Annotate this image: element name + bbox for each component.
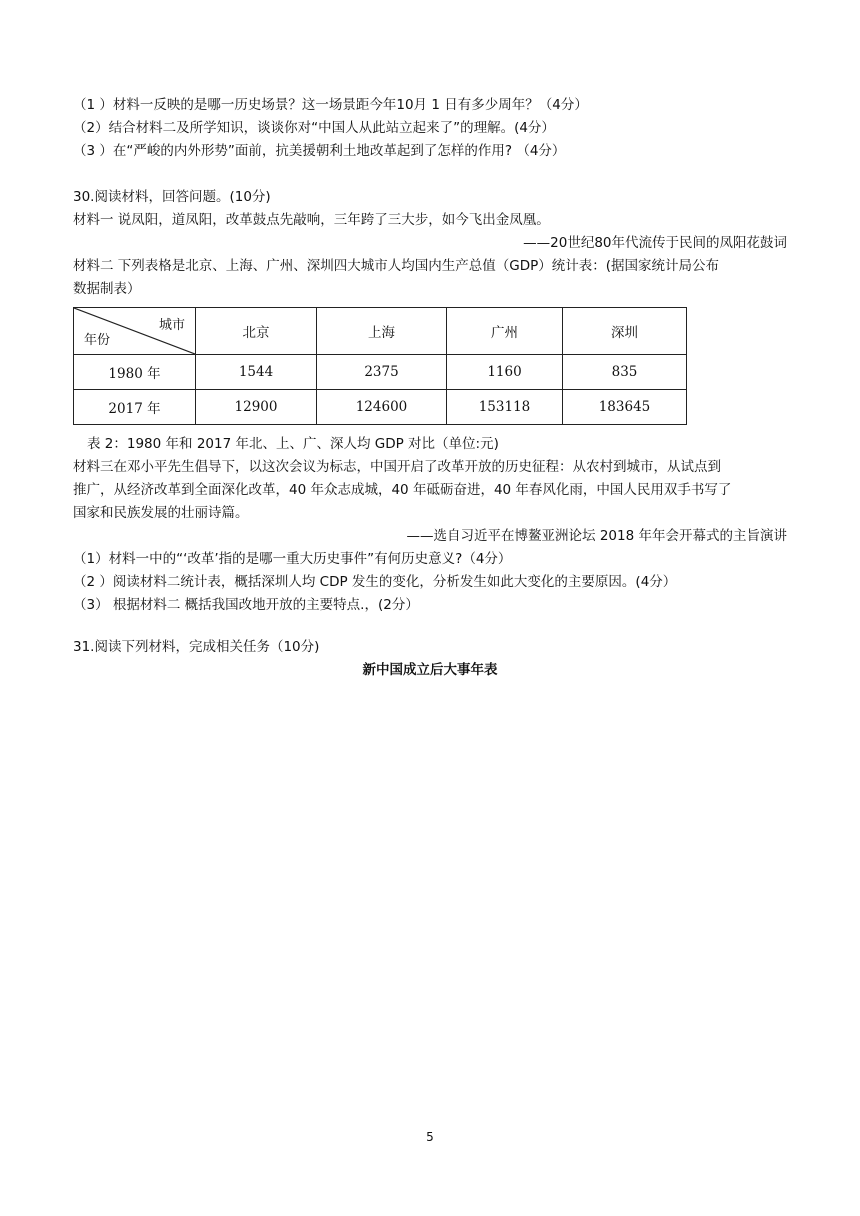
table-cell: 1544 (196, 355, 317, 390)
table-caption: 表 2：1980 年和 2017 年北、上、广、深人均 GDP 对比（单位:元) (87, 436, 499, 452)
q31-title: 31.阅读下列材料，完成相关任务（10分) (73, 639, 320, 655)
q30-sub2: （2 ）阅读材料二统计表，概括深圳人均 CDP 发生的变化，分析发生如此大变化的主要原因。(4分） (73, 574, 677, 590)
table-cell: 1160 (447, 355, 563, 390)
table-cell: 12900 (196, 390, 317, 425)
table-cell: 153118 (447, 390, 563, 425)
header-city-shanghai: 上海 (317, 308, 447, 355)
gdp-table (73, 307, 687, 425)
table-cell: 124600 (317, 390, 447, 425)
q30-material2-line1: 材料二 下列表格是北京、上海、广州、深圳四大城市人均国内生产总值（GDP）统计表：(据国家统计局公布 (73, 258, 720, 274)
header-city-shenzhen: 深圳 (563, 308, 687, 355)
q30-material3-source: ——选自习近平在博鳌亚洲论坛 2018 年年会开幕式的主旨演讲 (406, 528, 787, 544)
q29-sub3: （3 ）在“严峻的内外形势”面前，抗美援朝利土地改革起到了怎样的作用? （4分） (73, 143, 566, 159)
q30-material2-line2: 数据制表） (73, 281, 141, 297)
table-row (74, 355, 687, 390)
q30-material1-source: ——20世纪80年代流传于民间的凤阳花鼓词 (523, 235, 787, 251)
table-row (74, 390, 687, 425)
q30-material1: 材料一 说凤阳，道凤阳，改革鼓点先敲响，三年跨了三大步，如今飞出金凤凰。 (73, 212, 550, 228)
q29-sub1: （1 ）材料一反映的是哪一历史场景？这一场景距今年10月 1 日有多少周年？（4分） (73, 97, 588, 113)
gdp-table-header-row (74, 308, 687, 355)
row-year: 1980 年 (74, 355, 196, 390)
corner-label-year: 年份 (84, 333, 111, 348)
table-cell: 2375 (317, 355, 447, 390)
q30-sub1: （1）材料一中的“‘改革’指的是哪一重大历史事件”有何历史意义?（4分） (73, 551, 512, 567)
q30-material3-line2: 推广，从经济改革到全面深化改革，40 年众志成城，40 年砥砺奋进，40 年春风化雨，中国人民用双手书写了 (73, 482, 732, 498)
row-year: 2017 年 (74, 390, 196, 425)
q30-material3-line3: 国家和民族发展的壮丽诗篇。 (73, 505, 249, 521)
table-cell: 183645 (563, 390, 687, 425)
q31-heading: 新中国成立后大事年表 (362, 662, 498, 678)
q29-sub2: （2）结合材料二及所学知识，谈谈你对“中国人从此站立起来了”的理解。(4分） (73, 120, 555, 136)
corner-label-city: 城市 (158, 318, 185, 333)
q30-material3-line1: 材料三在邓小平先生倡导下，以这次会议为标志，中国开启了改革开放的历史征程：从农村到城市，从试点到 (73, 459, 721, 475)
header-city-guangzhou: 广州 (447, 308, 563, 355)
page-number: 5 (426, 1130, 434, 1144)
gdp-table-corner-cell (74, 308, 196, 355)
header-city-beijing: 北京 (196, 308, 317, 355)
table-cell: 835 (563, 355, 687, 390)
q30-title: 30.阅读材料，回答问题。(10分) (73, 189, 271, 205)
q30-sub3: （3） 根据材料二 概括我国改地开放的主要特点.，(2分） (73, 597, 419, 613)
